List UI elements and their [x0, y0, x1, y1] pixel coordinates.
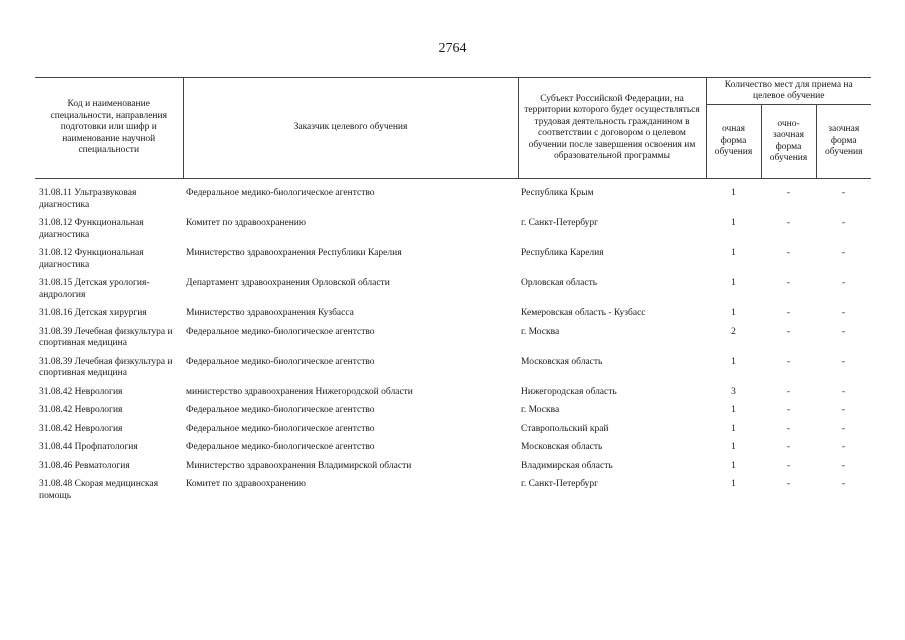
- cell-region: Московская область: [521, 442, 603, 452]
- cell-parttime: -: [841, 188, 846, 198]
- cell-fulltime: 1: [731, 308, 736, 318]
- cell-region: г. Санкт-Петербург: [521, 479, 599, 489]
- cell-mixed: -: [786, 248, 791, 258]
- header-mixed: очно-заочная форма обучения: [761, 105, 816, 179]
- header-places: Количество мест для приема на целевое обучение: [706, 78, 871, 105]
- cell-customer: Комитет по здравоохранению: [186, 218, 306, 228]
- cell-code: 31.08.44 Профпатология: [39, 442, 138, 452]
- target-admission-table: [35, 77, 871, 509]
- cell-customer: Федеральное медико-биологическое агентство: [186, 188, 375, 198]
- cell-mixed: -: [786, 442, 791, 452]
- cell-customer: Министерство здравоохранения Кузбасса: [186, 308, 354, 318]
- cell-mixed: -: [786, 405, 791, 415]
- cell-mixed: -: [786, 423, 791, 434]
- cell-parttime: -: [841, 405, 846, 415]
- cell-customer: Министерство здравоохранения Республики Карелия: [186, 248, 402, 258]
- cell-parttime: -: [841, 278, 846, 288]
- cell-parttime: -: [841, 479, 846, 489]
- cell-parttime: -: [841, 218, 846, 228]
- cell-mixed: -: [786, 326, 791, 337]
- cell-code: 31.08.39 Лечебная физкультура и спортивная медицина: [39, 326, 173, 348]
- cell-region: Ставропольский край: [521, 423, 609, 434]
- cell-fulltime: 1: [731, 460, 736, 471]
- header-parttime: заочная форма обучения: [816, 105, 871, 179]
- cell-region: Республика Крым: [521, 188, 594, 198]
- cell-mixed: -: [786, 218, 791, 228]
- cell-mixed: -: [786, 308, 791, 318]
- cell-mixed: -: [786, 479, 791, 489]
- cell-parttime: -: [841, 442, 846, 452]
- cell-parttime: -: [841, 248, 846, 258]
- cell-region: Кемеровская область - Кузбасс: [521, 308, 646, 318]
- cell-region: г. Санкт-Петербург: [521, 218, 599, 228]
- cell-fulltime: 1: [731, 405, 736, 415]
- cell-fulltime: 3: [731, 386, 736, 397]
- cell-customer: Федеральное медико-биологическое агентство: [186, 405, 375, 415]
- cell-fulltime: 1: [731, 218, 736, 228]
- cell-fulltime: 1: [731, 278, 736, 288]
- cell-customer: Департамент здравоохранения Орловской области: [186, 278, 390, 288]
- cell-parttime: -: [841, 460, 846, 471]
- table-row: [35, 248, 871, 278]
- cell-mixed: -: [786, 278, 791, 288]
- cell-region: Орловская область: [521, 278, 598, 288]
- cell-code: 31.08.12 Функциональная диагностика: [39, 218, 144, 240]
- cell-code: 31.08.39 Лечебная физкультура и спортивная медицина: [39, 356, 173, 378]
- cell-customer: Федеральное медико-биологическое агентство: [186, 423, 375, 434]
- table-row: [35, 424, 871, 443]
- table-row: [35, 327, 871, 357]
- table-row: [35, 461, 871, 480]
- cell-customer: Комитет по здравоохранению: [186, 479, 306, 489]
- cell-parttime: -: [841, 356, 846, 367]
- cell-region: Московская область: [521, 356, 603, 367]
- cell-code: 31.08.42 Неврология: [39, 386, 123, 397]
- cell-fulltime: 1: [731, 188, 736, 198]
- header-customer: Заказчик целевого обучения: [183, 78, 518, 179]
- cell-code: 31.08.42 Неврология: [39, 405, 123, 415]
- cell-fulltime: 2: [731, 326, 736, 337]
- cell-fulltime: 1: [731, 479, 736, 489]
- header-region: Субъект Российской Федерации, на территории которого будет осуществляться трудовая деятельность гражданином в соответствии с договором о целевом обучении после завершения освоения им образовательной программы: [518, 78, 706, 179]
- header-code: Код и наименование специальности, направления подготовки или шифр и наименование научной специальности: [35, 78, 183, 179]
- table-row: [35, 308, 871, 327]
- table-row: [35, 479, 871, 509]
- table-row: [35, 188, 871, 218]
- cell-region: Республика Карелия: [521, 248, 604, 258]
- page-number: 2764: [438, 41, 467, 56]
- cell-fulltime: 1: [731, 248, 736, 258]
- cell-customer: Федеральное медико-биологическое агентство: [186, 442, 375, 452]
- cell-customer: Федеральное медико-биологическое агентство: [186, 326, 375, 337]
- cell-customer: Министерство здравоохранения Владимирской области: [186, 460, 412, 471]
- cell-customer: Федеральное медико-биологическое агентство: [186, 356, 375, 367]
- cell-code: 31.08.11 Ультразвуковая диагностика: [39, 188, 137, 210]
- cell-mixed: -: [786, 356, 791, 367]
- table-row: [35, 218, 871, 248]
- cell-region: Нижегородская область: [521, 386, 617, 397]
- cell-code: 31.08.12 Функциональная диагностика: [39, 248, 144, 270]
- cell-region: г. Москва: [521, 326, 560, 337]
- cell-code: 31.08.15 Детская урология-андрология: [39, 278, 150, 300]
- table-body: [35, 179, 871, 510]
- cell-code: 31.08.46 Ревматология: [39, 460, 130, 471]
- table-row: [35, 442, 871, 461]
- cell-mixed: -: [786, 460, 791, 471]
- cell-parttime: -: [841, 386, 846, 397]
- header-fulltime: очная форма обучения: [706, 105, 761, 179]
- cell-fulltime: 1: [731, 356, 736, 367]
- cell-parttime: -: [841, 423, 846, 434]
- cell-mixed: -: [786, 386, 791, 397]
- cell-fulltime: 1: [731, 442, 736, 452]
- table-row: [35, 387, 871, 406]
- cell-code: 31.08.48 Скорая медицинская помощь: [39, 479, 159, 501]
- cell-fulltime: 1: [731, 423, 736, 434]
- table-header: [35, 78, 871, 179]
- table-row: [35, 278, 871, 308]
- cell-region: Владимирская область: [521, 460, 613, 471]
- cell-code: 31.08.16 Детская хирургия: [39, 308, 147, 318]
- cell-code: 31.08.42 Неврология: [39, 423, 123, 434]
- cell-region: г. Москва: [521, 405, 560, 415]
- table-row: [35, 405, 871, 424]
- cell-mixed: -: [786, 188, 791, 198]
- cell-parttime: -: [841, 326, 846, 337]
- cell-parttime: -: [841, 308, 846, 318]
- cell-customer: министерство здравоохранения Нижегородской области: [186, 386, 413, 397]
- table-row: [35, 357, 871, 387]
